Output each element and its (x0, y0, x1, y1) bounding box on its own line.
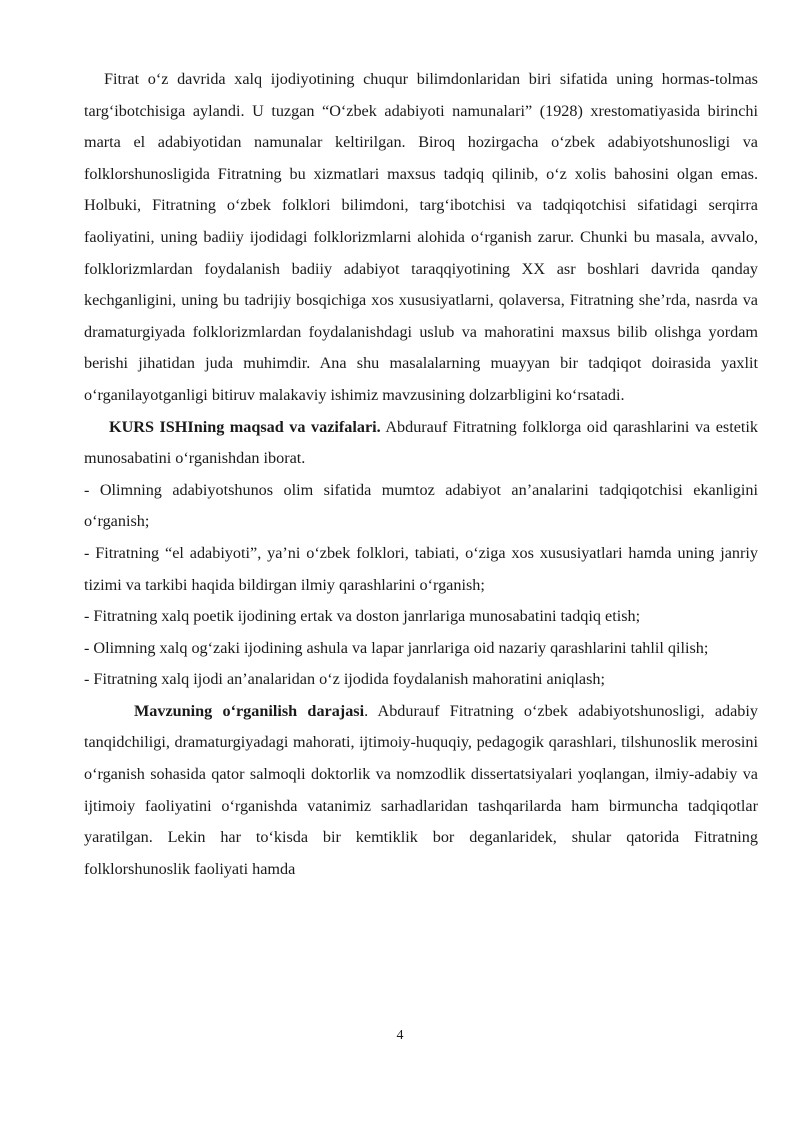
intro-paragraph: Fitrat o‘z davrida xalq ijodiyotining chuqur bilimdonlaridan biri sifatida uning hormas-tolmas targ‘ibotchisiga aylandi. U tuzgan “O‘zbek adabiyoti namunalari” (1928) xrestomatiyasida birinchi marta el adabiyotidan namunalar keltirilgan. Biroq hozirgacha o‘zbek adabiyotshunosligi va folklorshunosligida Fitratning bu xizmatlari maxsus tadqiq qilinib, o‘z xolis bahosini olgan emas. Holbuki, Fitratning o‘zbek folklori bilimdoni, targ‘ibotchisi va tadqiqotchisi sifatidagi serqirra faoliyatini, uning badiiy ijodidagi folklorizmlarni alohida o‘rganish zarur. Chunki bu masala, avvalo, folklorizmlardan foydalanish badiiy adabiyot taraqqiyotining XX asr boshlari davrida qanday kechganligini, uning bu tadrijiy bosqichiga xos xususiyatlarni, qolaversa, Fitratning she’rda, nasrda va dramaturgiyada folklorizmlardan foydalanishdagi uslub va mahoratini maxsus bilib olishga yordam berishi jihatidan juda muhimdir. Ana shu masalalarning muayyan bir tadqiqot doirasida yaxlit o‘rganilayotganligi bitiruv malakaviy ishimiz mavzusining dolzarbligini ko‘rsatadi. (84, 70, 758, 404)
list-item: - Olimning adabiyotshunos olim sifatida mumtoz adabiyot an’analarini tadqiqotchisi ekanligini o‘rganish; (84, 480, 758, 531)
study-text: . Abdurauf Fitratning o‘zbek adabiyotshunosligi, adabiy tanqidchiligi, dramaturgiyadagi mahorati, ijtimoiy-huquqiy, pedagogik qarashlari, tilshunoslik merosini o‘rganish sohasida qator salmoqli doktorlik va nomzodlik dissertatsiyalari yoqlangan, ilmiy-adabiy va ijtimoiy faoliyatini o‘rganishda vatanimiz sarhadlaridan tashqarilarda ham birmuncha tadqiqotlar yaratilgan. Lekin har to‘kisda bir kemtiklik bor deganlaridek, shular qatorida Fitratning folklorshunoslik faoliyati hamda (84, 701, 758, 878)
document-page (84, 64, 758, 885)
study-paragraph (84, 696, 758, 886)
study-heading: Mavzuning o‘rganilish darajasi (134, 701, 365, 720)
list-item: - Fitratning xalq ijodi an’analaridan o‘z ijodida foydalanish mahoratini aniqlash; (84, 670, 606, 689)
page-number: 4 (396, 1028, 404, 1043)
list-item: - Olimning xalq og‘zaki ijodining ashula va lapar janrlariga oid nazariy qarashlarini tahlil qilish; (84, 638, 709, 657)
goals-heading: KURS ISHIning maqsad va vazifalari. (109, 417, 381, 436)
goals-paragraph (84, 412, 758, 475)
goals-text: Abdurauf Fitratning folklorga oid qarashlarini va estetik munosabatini o‘rganishdan iborat. (84, 417, 758, 468)
list-item: - Fitratning “el adabiyoti”, ya’ni o‘zbek folklori, tabiati, o‘ziga xos xususiyatlari hamda uning janriy tizimi va tarkibi haqida bildirgan ilmiy qarashlarini o‘rganish; (84, 543, 758, 594)
list-item: - Fitratning xalq poetik ijodining ertak va doston janrlariga munosabatini tadqiq etish; (84, 607, 641, 626)
